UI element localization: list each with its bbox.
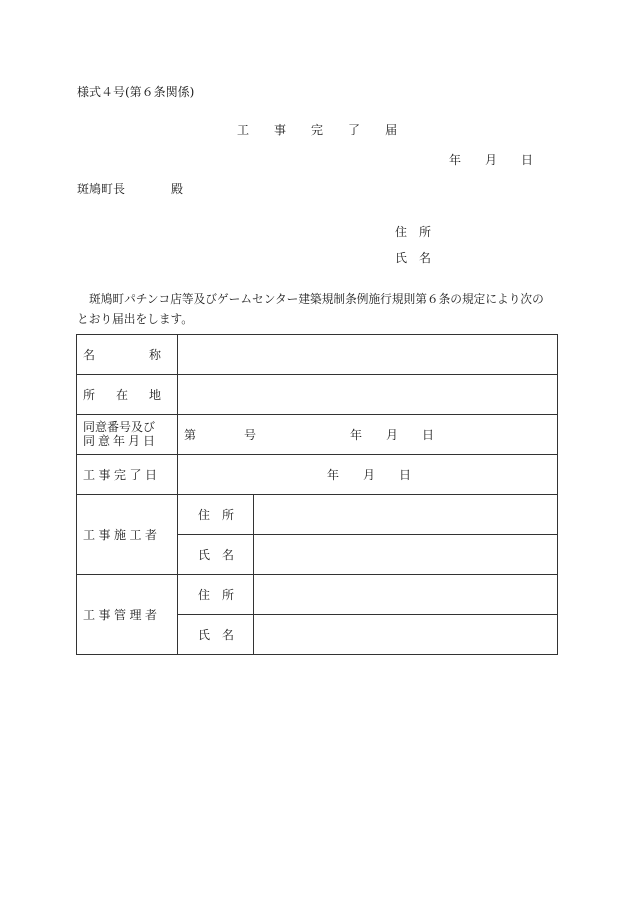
contractor-label-char: 事: [98, 528, 111, 542]
location-label-char: 在: [115, 388, 128, 402]
location-label-char: 所: [83, 388, 96, 402]
title-char: 届: [385, 123, 398, 137]
table-row: [77, 575, 558, 615]
title-char: 完: [311, 123, 324, 137]
location-label-char: 地: [148, 388, 161, 402]
manager-name-value[interactable]: [254, 615, 558, 655]
addressee-honorific: 殿: [171, 182, 184, 196]
completion-form-table: [76, 334, 558, 655]
location-label-cell: [77, 375, 178, 415]
table-row: [77, 335, 558, 375]
table-row: [77, 455, 558, 495]
manager-label-char: 理: [129, 608, 142, 622]
contractor-label-char: 工: [129, 528, 142, 542]
consent-day: 日: [422, 428, 435, 442]
name-label-cell: [77, 335, 178, 375]
manager-address-label: 住 所: [178, 575, 254, 615]
completion-value-cell[interactable]: [178, 455, 558, 495]
completion-year: 年: [327, 468, 340, 482]
manager-label-char: 者: [144, 608, 157, 622]
page-title: [237, 124, 397, 136]
completion-label-char: 了: [129, 468, 142, 482]
consent-label-cell: [77, 415, 178, 455]
location-value-cell[interactable]: [178, 375, 558, 415]
completion-label-char: 完: [113, 468, 126, 482]
consent-label-line2: 同意年月日: [83, 433, 159, 448]
completion-label-char: 工: [83, 468, 96, 482]
consent-year: 年: [350, 428, 363, 442]
contractor-label-char: 者: [144, 528, 157, 542]
consent-go: 号: [244, 428, 257, 442]
contractor-label-cell: [77, 495, 178, 575]
name-label-char: 称: [148, 348, 161, 362]
consent-month: 月: [386, 428, 399, 442]
completion-day: 日: [399, 468, 412, 482]
table-row: [77, 375, 558, 415]
header-date-month: 月: [485, 153, 498, 167]
consent-dai: 第: [184, 428, 197, 442]
title-char: 了: [348, 123, 361, 137]
contractor-label-char: 工: [83, 528, 96, 542]
title-char: 工: [237, 123, 250, 137]
contractor-address-label: 住 所: [178, 495, 254, 535]
manager-label-char: 工: [83, 608, 96, 622]
table-row: [77, 495, 558, 535]
manager-label-char: 管: [113, 608, 126, 622]
addressee-name: 斑鳩町長: [77, 182, 126, 196]
manager-label-char: 事: [98, 608, 111, 622]
applicant-address-label: 住 所: [395, 225, 432, 239]
table-row: [77, 415, 558, 455]
applicant-name-label: 氏 名: [395, 251, 432, 265]
consent-value-cell[interactable]: [178, 415, 558, 455]
manager-label-cell: [77, 575, 178, 655]
contractor-label-char: 施: [113, 528, 126, 542]
form-number: 様式４号(第６条関係): [77, 85, 195, 99]
header-date-day: 日: [521, 153, 534, 167]
manager-address-value[interactable]: [254, 575, 558, 615]
contractor-name-value[interactable]: [254, 535, 558, 575]
completion-month: 月: [363, 468, 376, 482]
name-label-char: 名: [83, 348, 96, 362]
body-text-line2: とおり届出をします。: [77, 312, 193, 326]
name-value-cell[interactable]: [178, 335, 558, 375]
consent-label-line1: 同意番号及び: [83, 419, 156, 434]
completion-label-cell: [77, 455, 178, 495]
title-char: 事: [274, 123, 287, 137]
contractor-name-label: 氏 名: [178, 535, 254, 575]
body-text-line1: 斑鳩町パチンコ店等及びゲームセンター建築規制条例施行規則第６条の規定により次の: [89, 292, 544, 306]
header-date-year: 年: [449, 153, 462, 167]
completion-label-char: 日: [144, 468, 157, 482]
completion-label-char: 事: [98, 468, 111, 482]
manager-name-label: 氏 名: [178, 615, 254, 655]
contractor-address-value[interactable]: [254, 495, 558, 535]
